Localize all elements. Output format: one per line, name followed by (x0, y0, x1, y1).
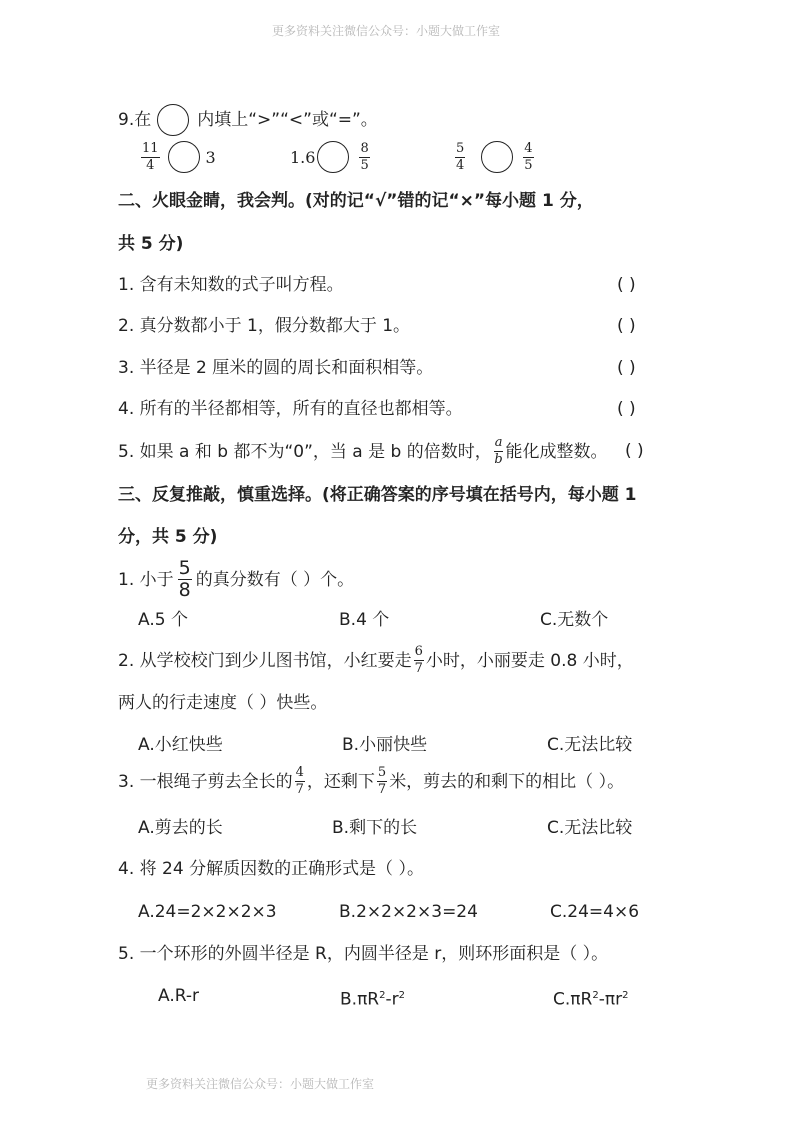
fraction: $\frac{5}{7}$ (377, 765, 387, 797)
fraction: $\frac{4}{7}$ (295, 765, 304, 797)
fraction: $\frac{a}{b}$ (494, 435, 503, 467)
choice-q3: 3. 一根绳子剪去全长的 $\frac{4}{7}$ ，还剩下 $\frac{5}{7}$ 米，剪去的和剩下的相比（ ）。 (118, 765, 625, 797)
choice-q5: 5. 一个环形的外圆半径是 R，内圆半径是 r，则环形面积是（ ）。 (118, 944, 609, 964)
fraction: $\frac{6}{7}$ (414, 644, 423, 676)
answer-paren[interactable]: ( ) (617, 399, 636, 419)
judge-item-5: 5. 如果 a 和 b 都不为“0”，当 a 是 b 的倍数时， $\frac{a}{b}$ 能化成整数。 (118, 435, 608, 467)
answer-paren[interactable]: ( ) (617, 316, 636, 336)
answer-paren[interactable]: ( ) (617, 358, 636, 378)
judge-item-2: 2. 真分数都小于 1，假分数都大于 1。 (118, 316, 411, 336)
option-a[interactable]: A.R-r (158, 986, 199, 1006)
judge-item-3: 3. 半径是 2 厘米的圆的周长和面积相等。 (118, 358, 434, 378)
option-b[interactable]: B.小丽快些 (342, 735, 428, 755)
section2-heading-line1: 二、火眼金睛，我会判。(对的记“√”错的记“×”每小题 1 分， (118, 191, 594, 211)
fraction: $\frac{11}{4}$ (142, 140, 159, 173)
answer-paren[interactable]: ( ) (625, 441, 644, 461)
judge-item-1: 1. 含有未知数的式子叫方程。 (118, 275, 344, 295)
option-c[interactable]: C.无法比较 (547, 818, 633, 838)
q9-item-3 (455, 141, 534, 173)
option-b[interactable]: B.剩下的长 (332, 818, 418, 838)
q9-item-1 (141, 141, 216, 173)
fraction: $\frac{5}{4}$ (456, 140, 465, 173)
q9-item-2 (290, 141, 370, 173)
option-c[interactable]: C.无法比较 (547, 735, 633, 755)
q9-item-2-left: 1.6 (290, 147, 316, 167)
fraction: $\frac{4}{5}$ (524, 140, 533, 173)
compare-circle-icon[interactable] (317, 141, 349, 173)
fraction: $\frac{8}{5}$ (360, 140, 369, 173)
compare-circle-icon[interactable] (168, 141, 200, 173)
option-a[interactable]: A.24=2×2×2×3 (138, 902, 277, 922)
choice-q1: 1. 小于 $\frac{5}{8}$ 的真分数有（ ）个。 (118, 557, 355, 601)
q9-instruction (118, 104, 378, 136)
option-c[interactable]: $C.\pi R^2-\pi r^2$ (553, 989, 629, 1010)
option-c[interactable]: C.无数个 (540, 610, 609, 630)
q9-suffix: 内填上“>”“<”或“=”。 (197, 110, 378, 130)
q9-prefix: 9.在 (118, 110, 152, 130)
option-c[interactable]: C.24=4×6 (550, 902, 640, 922)
option-a[interactable]: A.剪去的长 (138, 818, 223, 838)
section3-heading-line2: 分，共 5 分) (118, 527, 218, 547)
option-a[interactable]: A.5 个 (138, 610, 188, 630)
choice-q2: 2. 从学校校门到少儿图书馆，小红要走 $\frac{6}{7}$ 小时，小丽要走 0.8 小时， (118, 644, 634, 676)
choice-q2-line2: 两人的行走速度（ ）快些。 (118, 693, 328, 713)
q9-item-1-right: 3 (205, 147, 216, 167)
option-a[interactable]: A.小红快些 (138, 735, 223, 755)
fraction: $\frac{5}{8}$ (178, 557, 191, 601)
option-b[interactable]: $B.\pi R^2-r^2$ (340, 989, 405, 1010)
watermark-top: 更多资料关注微信公众号：小题大做工作室 (272, 24, 501, 38)
watermark-bottom: 更多资料关注微信公众号：小题大做工作室 (146, 1077, 375, 1091)
compare-circle-icon[interactable] (157, 104, 189, 136)
check-mark-icon: √ (374, 191, 387, 211)
section3-heading-line1: 三、反复推敲，慎重选择。(将正确答案的序号填在括号内，每小题 1 (118, 485, 637, 505)
option-b[interactable]: B.4 个 (339, 610, 390, 630)
section2-heading-line2: 共 5 分) (118, 234, 184, 254)
answer-paren[interactable]: ( ) (617, 275, 636, 295)
compare-circle-icon[interactable] (481, 141, 513, 173)
option-b[interactable]: B.2×2×2×3=24 (339, 902, 478, 922)
judge-item-4: 4. 所有的半径都相等，所有的直径也都相等。 (118, 399, 463, 419)
choice-q4: 4. 将 24 分解质因数的正确形式是（ ）。 (118, 859, 424, 879)
